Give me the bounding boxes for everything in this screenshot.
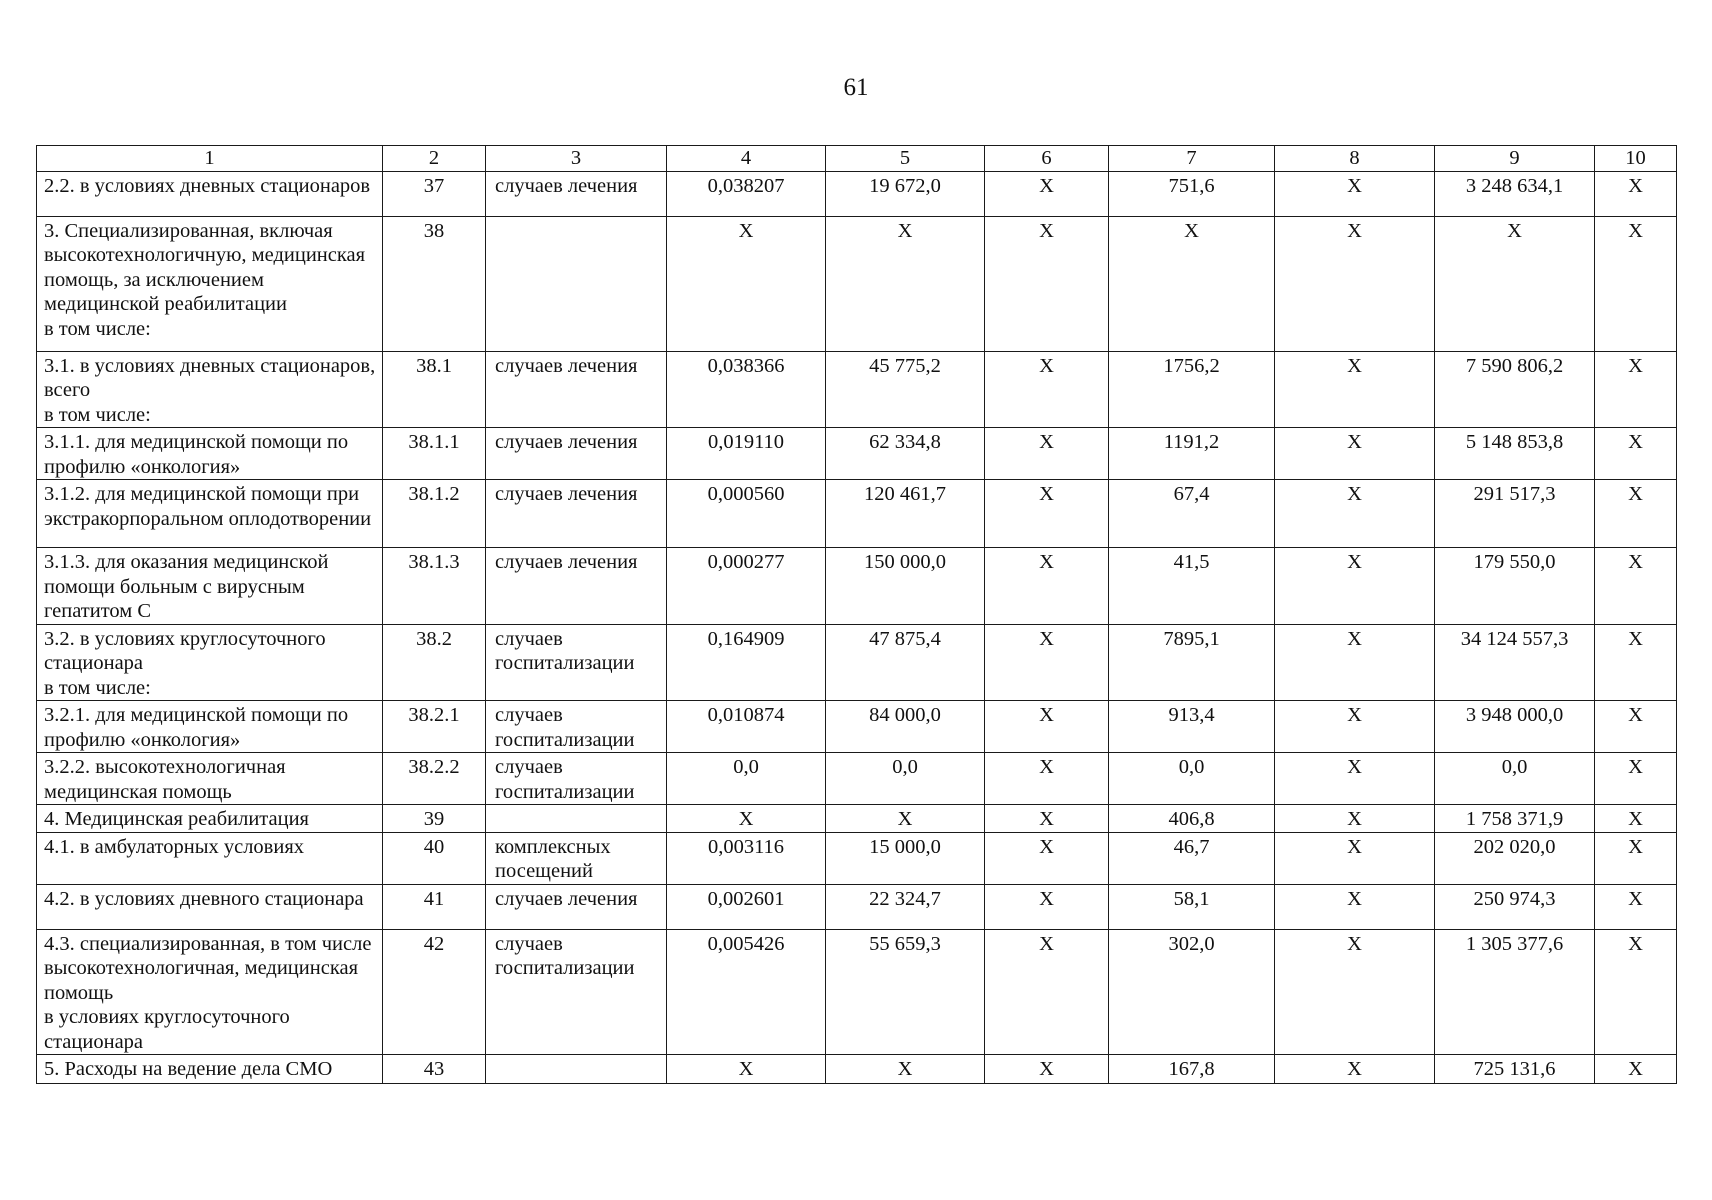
row-unit: случаев лечения: [486, 171, 667, 216]
cell-col-6: X: [985, 548, 1109, 625]
cell-col-9: 3 248 634,1: [1435, 171, 1595, 216]
row-code: 38.2.1: [383, 701, 486, 753]
row-code: 38.2.2: [383, 753, 486, 805]
cell-col-10: X: [1595, 805, 1677, 833]
cell-col-6: X: [985, 171, 1109, 216]
row-code: 38.1.2: [383, 480, 486, 548]
row-code: 43: [383, 1055, 486, 1084]
cell-col-10: X: [1595, 1055, 1677, 1084]
cell-col-10: X: [1595, 548, 1677, 625]
row-unit: [486, 805, 667, 833]
row-code: 38.1.1: [383, 428, 486, 480]
table-row: [37, 1055, 1677, 1084]
cell-col-8: X: [1275, 832, 1435, 884]
row-name: 3. Специализированная, включая высокотехнологичную, медицинская помощь, за исключением медицинской реабилитации в том числе:: [37, 216, 383, 351]
table-row: [37, 428, 1677, 480]
table-row: [37, 832, 1677, 884]
row-name: 3.1.1. для медицинской помощи по профилю «онкология»: [37, 428, 383, 480]
column-number: 5: [826, 146, 985, 172]
table-row: [37, 351, 1677, 428]
cell-col-9: 3 948 000,0: [1435, 701, 1595, 753]
cell-col-5: X: [826, 216, 985, 351]
column-number: 1: [37, 146, 383, 172]
row-unit: случаев лечения: [486, 548, 667, 625]
row-code: 38.1: [383, 351, 486, 428]
row-code: 38.2: [383, 624, 486, 701]
cell-col-7: 41,5: [1109, 548, 1275, 625]
cell-col-4: 0,010874: [667, 701, 826, 753]
table-row: [37, 805, 1677, 833]
row-unit: случаев лечения: [486, 351, 667, 428]
cell-col-9: 725 131,6: [1435, 1055, 1595, 1084]
cell-col-5: 55 659,3: [826, 929, 985, 1055]
table-row: [37, 701, 1677, 753]
cell-col-5: 19 672,0: [826, 171, 985, 216]
cell-col-4: 0,000560: [667, 480, 826, 548]
cell-col-8: X: [1275, 805, 1435, 833]
cell-col-4: 0,002601: [667, 884, 826, 929]
cell-col-7: 913,4: [1109, 701, 1275, 753]
cell-col-9: 1 305 377,6: [1435, 929, 1595, 1055]
cell-col-7: X: [1109, 216, 1275, 351]
cell-col-6: X: [985, 216, 1109, 351]
table-row: [37, 624, 1677, 701]
cell-col-7: 302,0: [1109, 929, 1275, 1055]
cell-col-4: 0,038366: [667, 351, 826, 428]
cell-col-5: 150 000,0: [826, 548, 985, 625]
cell-col-6: X: [985, 624, 1109, 701]
cell-col-10: X: [1595, 428, 1677, 480]
row-name: 4.2. в условиях дневного стационара: [37, 884, 383, 929]
row-unit: комплексных посещений: [486, 832, 667, 884]
cell-col-7: 58,1: [1109, 884, 1275, 929]
table-row: [37, 929, 1677, 1055]
cell-col-5: X: [826, 1055, 985, 1084]
cell-col-10: X: [1595, 351, 1677, 428]
cell-col-4: 0,164909: [667, 624, 826, 701]
cell-col-6: X: [985, 884, 1109, 929]
row-name: 3.1.3. для оказания медицинской помощи больным с вирусным гепатитом С: [37, 548, 383, 625]
cell-col-8: X: [1275, 701, 1435, 753]
row-unit: [486, 1055, 667, 1084]
cell-col-4: 0,000277: [667, 548, 826, 625]
column-number: 8: [1275, 146, 1435, 172]
cell-col-4: 0,005426: [667, 929, 826, 1055]
column-number: 2: [383, 146, 486, 172]
table-row: [37, 480, 1677, 548]
cell-col-7: 46,7: [1109, 832, 1275, 884]
row-unit: случаев госпитализации: [486, 701, 667, 753]
cell-col-5: X: [826, 805, 985, 833]
row-unit: случаев лечения: [486, 884, 667, 929]
row-name: 3.2.2. высокотехнологичная медицинская помощь: [37, 753, 383, 805]
cell-col-8: X: [1275, 428, 1435, 480]
cell-col-4: X: [667, 1055, 826, 1084]
cell-col-8: X: [1275, 929, 1435, 1055]
cell-col-4: X: [667, 805, 826, 833]
cell-col-5: 22 324,7: [826, 884, 985, 929]
cell-col-7: 1191,2: [1109, 428, 1275, 480]
table-row: [37, 171, 1677, 216]
cell-col-9: X: [1435, 216, 1595, 351]
column-number: 3: [486, 146, 667, 172]
cell-col-6: X: [985, 832, 1109, 884]
row-unit: случаев госпитализации: [486, 929, 667, 1055]
row-code: 40: [383, 832, 486, 884]
cell-col-9: 291 517,3: [1435, 480, 1595, 548]
cell-col-8: X: [1275, 753, 1435, 805]
cell-col-6: X: [985, 1055, 1109, 1084]
row-code: 38: [383, 216, 486, 351]
cell-col-6: X: [985, 428, 1109, 480]
cell-col-9: 202 020,0: [1435, 832, 1595, 884]
cell-col-9: 1 758 371,9: [1435, 805, 1595, 833]
cell-col-6: X: [985, 753, 1109, 805]
column-number: 7: [1109, 146, 1275, 172]
cell-col-4: 0,019110: [667, 428, 826, 480]
cell-col-6: X: [985, 701, 1109, 753]
cell-col-8: X: [1275, 171, 1435, 216]
cell-col-8: X: [1275, 351, 1435, 428]
cell-col-5: 45 775,2: [826, 351, 985, 428]
cell-col-7: 0,0: [1109, 753, 1275, 805]
row-code: 42: [383, 929, 486, 1055]
row-name: 4. Медицинская реабилитация: [37, 805, 383, 833]
cell-col-9: 34 124 557,3: [1435, 624, 1595, 701]
cell-col-5: 0,0: [826, 753, 985, 805]
row-code: 39: [383, 805, 486, 833]
column-number: 4: [667, 146, 826, 172]
row-code: 37: [383, 171, 486, 216]
row-name: 2.2. в условиях дневных стационаров: [37, 171, 383, 216]
page-number: 61: [843, 74, 869, 101]
cell-col-8: X: [1275, 1055, 1435, 1084]
cell-col-4: 0,038207: [667, 171, 826, 216]
cell-col-10: X: [1595, 624, 1677, 701]
cell-col-8: X: [1275, 624, 1435, 701]
cell-col-5: 47 875,4: [826, 624, 985, 701]
cell-col-6: X: [985, 480, 1109, 548]
cell-col-8: X: [1275, 216, 1435, 351]
cell-col-10: X: [1595, 929, 1677, 1055]
cell-col-9: 0,0: [1435, 753, 1595, 805]
row-name: 3.2.1. для медицинской помощи по профилю «онкология»: [37, 701, 383, 753]
table-row: [37, 548, 1677, 625]
report-table: [36, 145, 1677, 1084]
cell-col-10: X: [1595, 480, 1677, 548]
cell-col-10: X: [1595, 884, 1677, 929]
cell-col-8: X: [1275, 884, 1435, 929]
cell-col-4: X: [667, 216, 826, 351]
row-name: 4.3. специализированная, в том числе высокотехнологичная, медицинская помощь в условиях круглосуточного стационара: [37, 929, 383, 1055]
table-row: [37, 884, 1677, 929]
row-unit: случаев госпитализации: [486, 753, 667, 805]
row-unit: случаев лечения: [486, 428, 667, 480]
cell-col-9: 250 974,3: [1435, 884, 1595, 929]
column-number: 6: [985, 146, 1109, 172]
row-name: 3.1. в условиях дневных стационаров, всего в том числе:: [37, 351, 383, 428]
cell-col-5: 62 334,8: [826, 428, 985, 480]
row-name: 3.1.2. для медицинской помощи при экстракорпоральном оплодотворении: [37, 480, 383, 548]
cell-col-10: X: [1595, 832, 1677, 884]
table-row: [37, 216, 1677, 351]
cell-col-8: X: [1275, 480, 1435, 548]
cell-col-6: X: [985, 929, 1109, 1055]
column-number: 10: [1595, 146, 1677, 172]
cell-col-7: 406,8: [1109, 805, 1275, 833]
row-name: 3.2. в условиях круглосуточного стационара в том числе:: [37, 624, 383, 701]
row-unit: случаев лечения: [486, 480, 667, 548]
cell-col-10: X: [1595, 171, 1677, 216]
cell-col-9: 7 590 806,2: [1435, 351, 1595, 428]
cell-col-7: 67,4: [1109, 480, 1275, 548]
cell-col-7: 751,6: [1109, 171, 1275, 216]
table-row: [37, 753, 1677, 805]
cell-col-5: 120 461,7: [826, 480, 985, 548]
cell-col-4: 0,0: [667, 753, 826, 805]
cell-col-9: 5 148 853,8: [1435, 428, 1595, 480]
column-number-row: [37, 146, 1677, 172]
cell-col-5: 15 000,0: [826, 832, 985, 884]
row-name: 4.1. в амбулаторных условиях: [37, 832, 383, 884]
row-code: 41: [383, 884, 486, 929]
cell-col-7: 167,8: [1109, 1055, 1275, 1084]
cell-col-7: 1756,2: [1109, 351, 1275, 428]
row-code: 38.1.3: [383, 548, 486, 625]
cell-col-5: 84 000,0: [826, 701, 985, 753]
cell-col-9: 179 550,0: [1435, 548, 1595, 625]
cell-col-6: X: [985, 351, 1109, 428]
row-unit: [486, 216, 667, 351]
cell-col-8: X: [1275, 548, 1435, 625]
cell-col-10: X: [1595, 216, 1677, 351]
row-name: 5. Расходы на ведение дела СМО: [37, 1055, 383, 1084]
cell-col-6: X: [985, 805, 1109, 833]
cell-col-7: 7895,1: [1109, 624, 1275, 701]
cell-col-10: X: [1595, 701, 1677, 753]
cell-col-10: X: [1595, 753, 1677, 805]
column-number: 9: [1435, 146, 1595, 172]
row-unit: случаев госпитализации: [486, 624, 667, 701]
cell-col-4: 0,003116: [667, 832, 826, 884]
